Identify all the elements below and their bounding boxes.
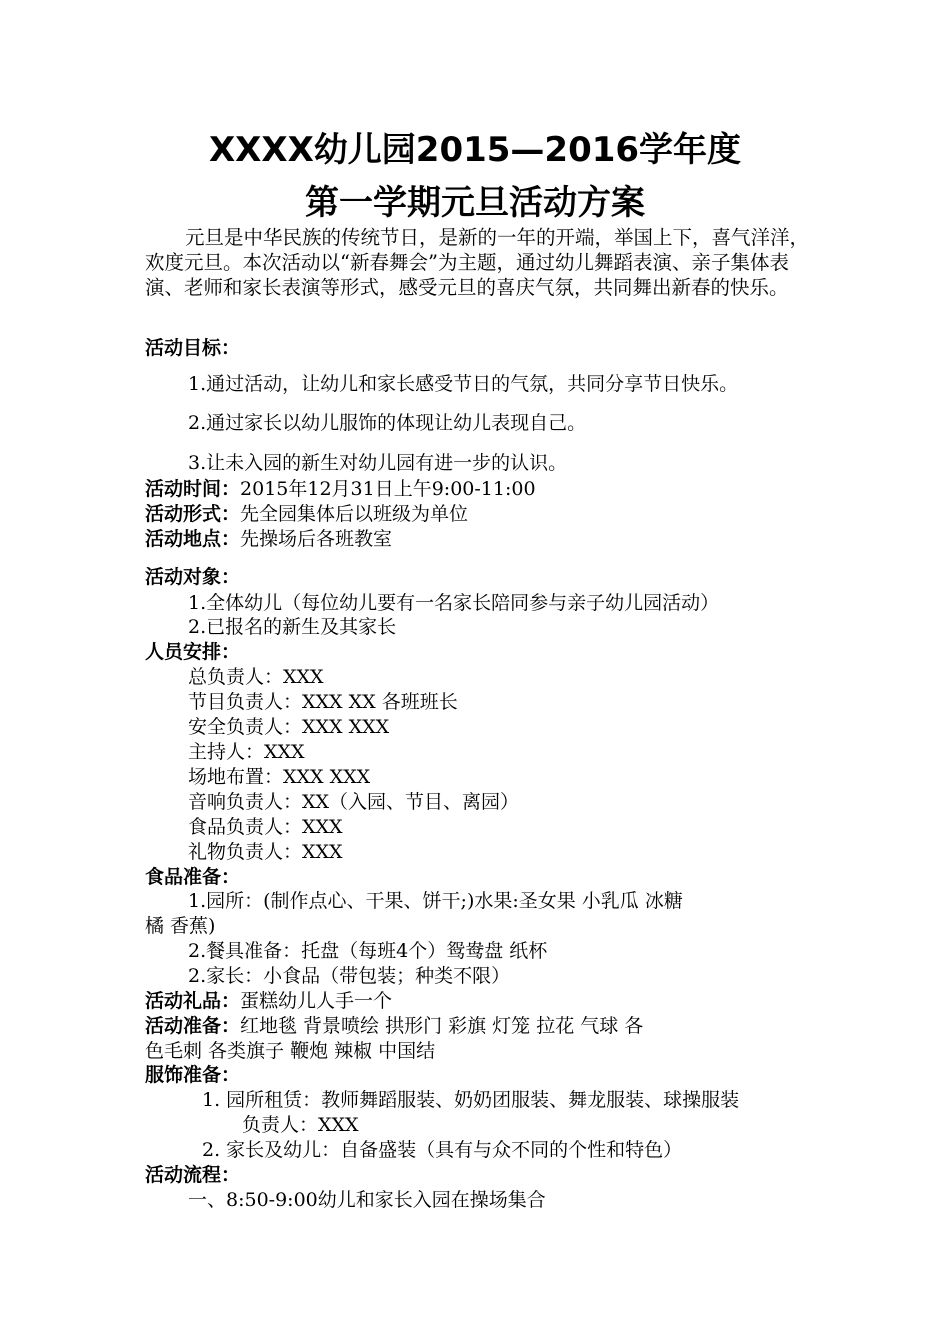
food-item: 1.园所：(制作点心、干果、饼干;)水果:圣女果 小乳瓜 冰糖 [188, 890, 683, 912]
activity-form [145, 502, 468, 526]
activity-prep-label: 活动准备： [145, 1015, 241, 1037]
food-heading: 食品准备： [145, 866, 241, 888]
activity-place-label: 活动地点： [145, 528, 241, 550]
activity-place-value: 先操场后各班教室 [240, 528, 393, 550]
staff-item: 节目负责人：XXX XX 各班班长 [188, 691, 458, 713]
activity-prep [145, 1014, 643, 1038]
flow-heading: 活动流程： [145, 1164, 241, 1186]
activity-gift-value: 蛋糕幼儿人手一个 [240, 990, 393, 1012]
targets-heading: 活动对象： [145, 566, 241, 588]
intro-paragraph: 元旦是中华民族的传统节日，是新的一年的开端，举国上下，喜气洋洋，欢度元旦。本次活动以“新春舞会”为主题，通过幼儿舞蹈表演、亲子集体表演、老师和家长表演等形式，感受元旦的喜庆气氛，共同舞出新春的快乐。 [145, 226, 810, 299]
activity-prep-continued: 色毛刺 各类旗子 鞭炮 辣椒 中国结 [145, 1040, 436, 1062]
goal-item: 2.通过家长以幼儿服饰的体现让幼儿表现自己。 [188, 412, 587, 434]
goal-item: 3.让未入园的新生对幼儿园有进一步的认识。 [188, 452, 568, 474]
staff-item: 安全负责人：XXX XXX [188, 716, 390, 738]
activity-place [145, 527, 392, 551]
staff-item: 主持人：XXX [188, 741, 305, 763]
goals-heading: 活动目标： [145, 337, 241, 359]
costume-item: 1. 园所租赁：教师舞蹈服装、奶奶团服装、舞龙服装、球操服装 [202, 1089, 740, 1111]
activity-form-label: 活动形式： [145, 503, 241, 525]
activity-prep-value: 红地毯 背景喷绘 拱形门 彩旗 灯笼 拉花 气球 各 [240, 1015, 644, 1037]
document-title-line2: 第一学期元旦活动方案 [305, 183, 645, 223]
food-item-continued: 橘 香蕉) [145, 915, 216, 937]
target-item: 2.已报名的新生及其家长 [188, 616, 397, 638]
activity-time-label: 活动时间： [145, 478, 241, 500]
costume-item-continued: 负责人：XXX [242, 1114, 359, 1136]
staff-item: 食品负责人：XXX [188, 816, 343, 838]
costume-item: 2. 家长及幼儿：自备盛装（具有与众不同的个性和特色） [202, 1139, 683, 1161]
activity-gift-label: 活动礼品： [145, 990, 241, 1012]
staff-item: 音响负责人：XX（入园、节目、离园） [188, 791, 520, 813]
staff-item: 总负责人：XXX [188, 666, 324, 688]
activity-time-value: 2015年12月31日上午9:00-11:00 [240, 478, 536, 500]
activity-gift [145, 989, 392, 1013]
target-item: 1.全体幼儿（每位幼儿要有一名家长陪同参与亲子幼儿园活动） [188, 592, 720, 614]
flow-item: 一、8:50-9:00幼儿和家长入园在操场集合 [188, 1189, 546, 1211]
costume-heading: 服饰准备： [145, 1064, 241, 1086]
staff-item: 礼物负责人：XXX [188, 841, 343, 863]
activity-form-value: 先全园集体后以班级为单位 [240, 503, 469, 525]
food-item: 2.餐具准备：托盘（每班4个）鸳鸯盘 纸杯 [188, 940, 548, 962]
food-item: 2.家长：小食品（带包装；种类不限） [188, 965, 511, 987]
staff-heading: 人员安排： [145, 641, 241, 663]
staff-item: 场地布置：XXX XXX [188, 766, 371, 788]
activity-time [145, 477, 536, 501]
goal-item: 1.通过活动，让幼儿和家长感受节日的气氛，共同分享节日快乐。 [188, 373, 739, 395]
document-title-line1: XXXX幼儿园2015—2016学年度 [208, 130, 742, 170]
